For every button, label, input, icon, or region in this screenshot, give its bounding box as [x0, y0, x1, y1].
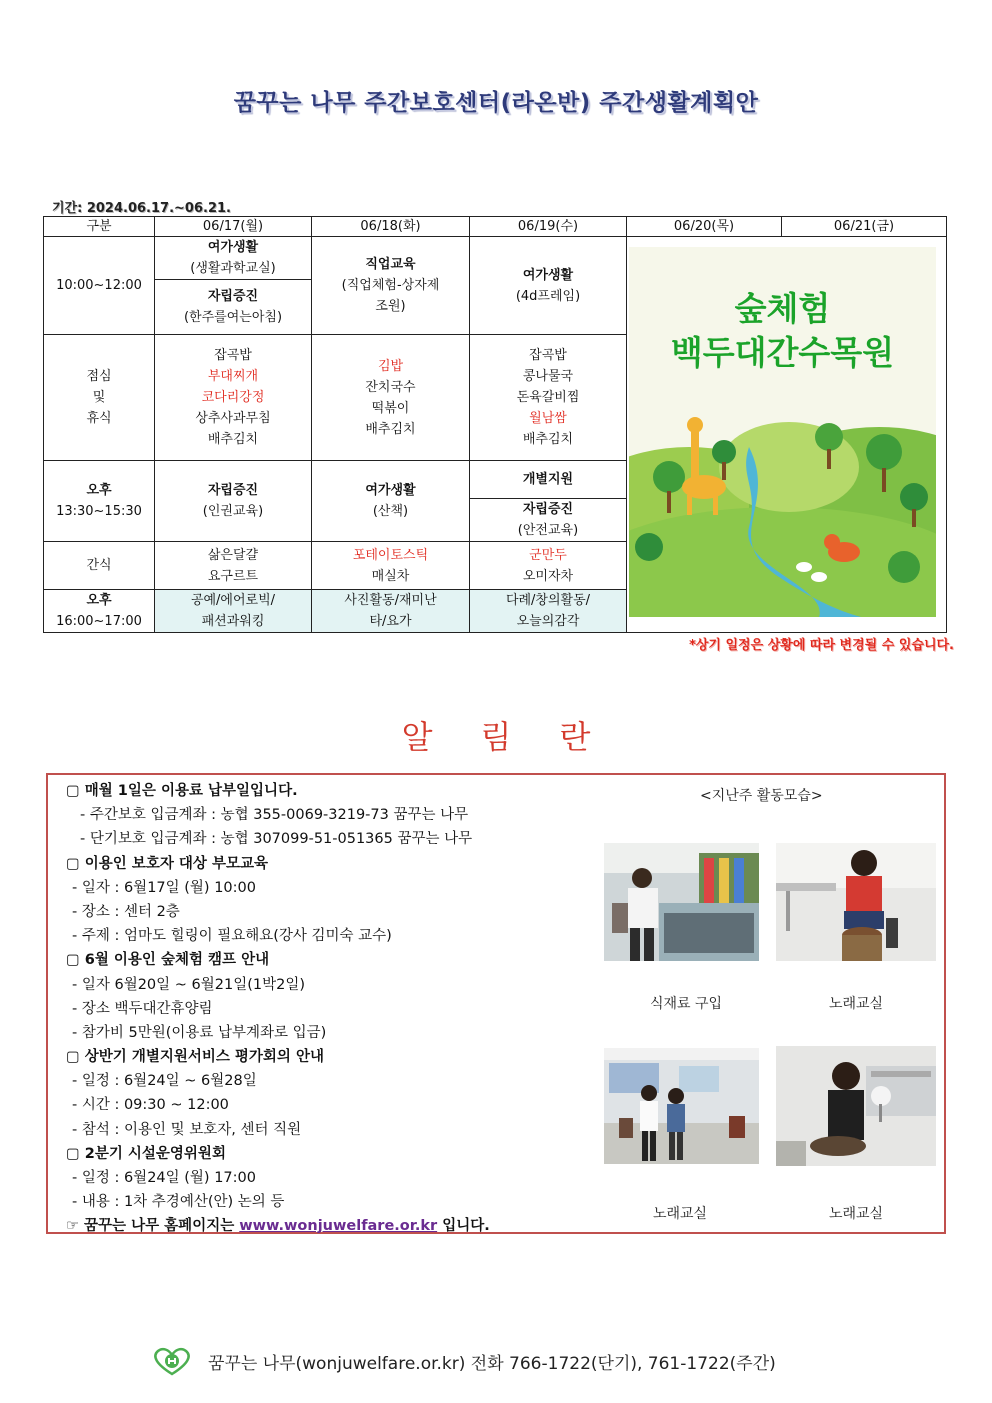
photo-singing-3 — [776, 1046, 936, 1166]
menu-item: 떡볶이 — [371, 400, 410, 416]
notice-heading: ▢ 6월 이용인 숲체험 캠프 안내 — [66, 952, 270, 969]
activity-sub: (안전교육) — [517, 523, 579, 538]
label-cell — [44, 590, 155, 633]
notice-line: - 참가비 5만원(이용료 납부계좌로 입금) — [72, 1024, 327, 1041]
singing-photo-icon — [604, 1048, 759, 1164]
snack-item: 포테이토스틱 — [352, 547, 429, 563]
dream-tree-logo-icon — [150, 1346, 194, 1376]
photo-singing-2 — [604, 1048, 759, 1164]
header-cell: 06/19(수) — [470, 217, 627, 237]
activity-title: 자립증진 — [207, 483, 259, 498]
schedule-cell — [155, 237, 312, 280]
page-title: 꿈꾸는 나무 주간보호센터(라온반) 주간생활계획안 — [233, 90, 759, 116]
photo-label: 노래교실 — [828, 1206, 884, 1222]
table-row — [44, 237, 947, 280]
menu-cell — [155, 335, 312, 461]
header-cell: 구분 — [44, 217, 155, 237]
schedule-cell — [470, 590, 627, 633]
schedule-cell — [470, 237, 627, 335]
menu-item: 콩나물국 — [522, 369, 574, 384]
notice-line: - 장소 백두대간휴양림 — [72, 1000, 213, 1017]
afternoon-label: 오후 — [86, 483, 112, 498]
header-cell: 06/20(목) — [627, 217, 782, 237]
notice-line: - 주제 : 엄마도 힐링이 필요해요(강사 김미숙 교수) — [72, 928, 392, 945]
photo-label: 노래교실 — [828, 996, 884, 1012]
notice-list — [66, 779, 596, 1239]
footer-text: 꿈꾸는 나무(wonjuwelfare.or.kr) 전화 766-1722(단기), 761-1722(주간) — [208, 1353, 776, 1374]
notice-heading: ▢ 이용인 보호자 대상 부모교육 — [66, 855, 268, 872]
lunch-label: 휴식 — [86, 411, 112, 426]
photo-label: 노래교실 — [652, 1206, 708, 1222]
label-cell — [44, 335, 155, 461]
activity-sub: (인권교육) — [202, 504, 264, 519]
forest-title-line2: 백두대간수목원 — [670, 333, 895, 372]
notice-line: - 일정 : 6월24일 ~ 6월28일 — [72, 1073, 257, 1090]
snack-item: 오미자차 — [522, 568, 574, 584]
activity-title: 개별지원 — [522, 472, 574, 487]
time-cell: 10:00~12:00 — [44, 237, 155, 335]
forest-experience-cell — [627, 237, 947, 633]
schedule-cell — [312, 461, 470, 542]
notice-heading: ▢ 상반기 개별지원서비스 평가회의 안내 — [66, 1049, 325, 1066]
notice-line: - 참석 : 이용인 및 보호자, 센터 직원 — [72, 1121, 302, 1138]
forest-illustration — [629, 247, 936, 617]
photo-label: 식재료 구입 — [649, 996, 723, 1012]
snack-cell — [470, 542, 627, 590]
notice-line: - 일자 : 6월17일 (월) 10:00 — [72, 879, 256, 896]
homepage-suffix: 입니다. — [437, 1218, 490, 1235]
lunch-label: 점심 — [86, 369, 112, 384]
menu-item: 배추김치 — [522, 432, 574, 447]
activity-sub: (산책) — [372, 504, 409, 519]
activity-title: 공예/에어로빅/ — [190, 593, 276, 608]
grocery-photo-icon — [604, 843, 759, 961]
menu-item: 배추김치 — [207, 432, 259, 447]
snack-item: 매실차 — [371, 568, 410, 584]
lunch-label: 및 — [92, 390, 106, 405]
homepage-prefix: ☞ 꿈꾸는 나무 홈페이지는 — [66, 1218, 240, 1235]
schedule-change-notice: *상기 일정은 상황에 따라 변경될 수 있습니다. — [689, 638, 954, 653]
header-cell: 06/21(금) — [782, 217, 947, 237]
footer — [150, 1346, 776, 1376]
menu-cell — [312, 335, 470, 461]
label-cell — [44, 461, 155, 542]
singing-photo-icon — [776, 1046, 936, 1166]
activity-title: 자립증진 — [522, 502, 574, 517]
homepage-link[interactable]: www.wonjuwelfare.or.kr — [239, 1218, 438, 1235]
menu-item: 잡곡밥 — [529, 348, 567, 363]
activity-sub: (직업체험-상자제 — [341, 278, 440, 293]
homepage-line — [66, 1214, 596, 1238]
snack-item: 요구르트 — [207, 568, 259, 584]
schedule-cell — [155, 461, 312, 542]
menu-item: 배추김치 — [365, 421, 416, 437]
menu-item: 돈육갈비찜 — [516, 390, 580, 405]
activity-sub: (생활과학교실) — [190, 261, 276, 276]
notice-heading: ▢ 매월 1일은 이용료 납부일입니다. — [66, 783, 298, 799]
activity-title: 여가생활 — [522, 267, 574, 283]
menu-item: 코다리강정 — [201, 390, 265, 405]
schedule-cell — [312, 590, 470, 633]
singing-photo-icon — [776, 843, 936, 961]
activity-sub: 조원) — [375, 299, 406, 314]
activity-title: 다례/창의활동/ — [505, 593, 591, 608]
photo-singing-1 — [776, 843, 936, 961]
forest-title-line1: 숲체험 — [734, 289, 831, 328]
menu-item: 상추사과무침 — [195, 411, 271, 426]
schedule-cell — [312, 237, 470, 335]
weekly-schedule-table — [43, 216, 947, 633]
activity-title: 여가생활 — [365, 483, 416, 498]
notice-line: - 장소 : 센터 2층 — [72, 903, 180, 920]
notice-line: - 시간 : 09:30 ~ 12:00 — [72, 1097, 229, 1114]
menu-item: 월남쌈 — [529, 411, 567, 426]
notice-line: - 일자 6월20일 ~ 6월21일(1박2일) — [72, 976, 305, 993]
header-cell: 06/17(월) — [155, 217, 312, 237]
label-cell: 간식 — [44, 542, 155, 590]
schedule-cell — [155, 590, 312, 633]
activity-title: 타/요가 — [369, 614, 412, 629]
notice-board-title: 알림란 — [401, 718, 639, 756]
snack-cell — [155, 542, 312, 590]
activity-title: 직업교육 — [365, 257, 416, 272]
snack-item: 삶은달걀 — [207, 547, 259, 563]
snack-cell — [312, 542, 470, 590]
menu-item: 김밥 — [377, 358, 404, 374]
notice-line: - 주간보호 입금계좌 : 농협 355-0069-3219-73 꿈꾸는 나무 — [80, 807, 469, 824]
snack-item: 군만두 — [529, 547, 567, 563]
gallery-caption: <지난주 활동모습> — [700, 788, 823, 804]
activity-sub: (한주를여는아침) — [183, 310, 283, 325]
schedule-cell — [470, 461, 627, 499]
menu-item: 부대찌개 — [207, 369, 259, 384]
afternoon-time: 13:30~15:30 — [56, 504, 142, 519]
menu-cell — [470, 335, 627, 461]
notice-line: - 단기보호 입금계좌 : 농협 307099-51-051365 꿈꾸는 나무 — [80, 831, 473, 848]
notice-line: - 내용 : 1차 추경예산(안) 논의 등 — [72, 1194, 285, 1211]
activity-title: 자립증진 — [207, 289, 259, 304]
activity-title: 패션과워킹 — [201, 614, 265, 629]
afternoon-label: 오후 — [86, 593, 112, 608]
notice-heading: ▢ 2분기 시설운영위원회 — [66, 1145, 226, 1162]
activity-title: 사진활동/재미난 — [344, 593, 437, 608]
period-label: 기간: 2024.06.17.~06.21. — [52, 201, 231, 216]
header-cell: 06/18(화) — [312, 217, 470, 237]
notice-line: - 일정 : 6월24일 (월) 17:00 — [72, 1170, 256, 1186]
forest-title — [629, 287, 936, 375]
afternoon-time: 16:00~17:00 — [56, 614, 142, 629]
table-header-row — [44, 217, 947, 237]
schedule-cell — [155, 280, 312, 335]
menu-item: 잔치국수 — [365, 379, 416, 395]
menu-item: 잡곡밥 — [214, 348, 252, 363]
activity-title: 오늘의감각 — [516, 614, 580, 629]
photo-grocery — [604, 843, 759, 961]
schedule-cell — [470, 499, 627, 542]
activity-sub: (4d프레임) — [515, 288, 581, 304]
activity-title: 여가생활 — [207, 240, 259, 255]
